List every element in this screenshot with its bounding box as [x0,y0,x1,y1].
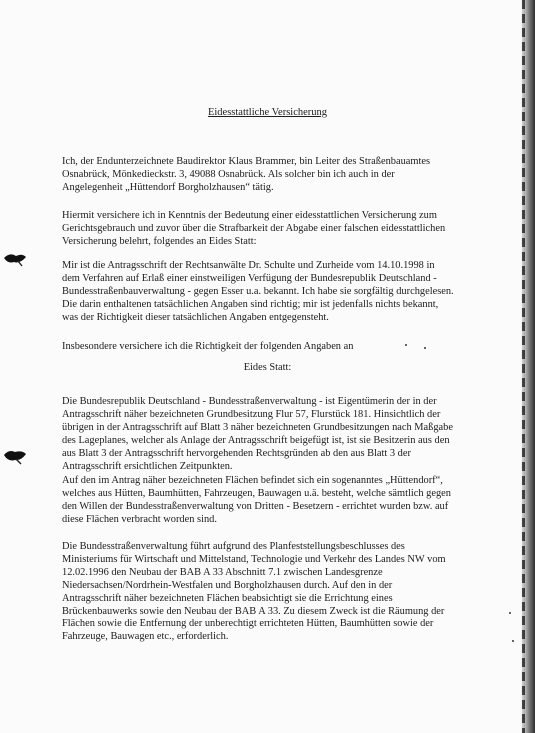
scan-speck [512,640,514,642]
application-line: Die darin enthaltenen tatsächlichen Angaben sind richtig; mir ist jedenfalls nichts bekannt, [62,298,439,310]
ownership-line: Antragsschrift ersichtlichen Zeitpunkten. [62,460,233,472]
assurance-line: Gerichtsgebrauch und zuvor über die Strafbarkeit der Abgabe einer falschen eidesstattlichen [62,222,446,234]
ownership-line: übrigen in der Antragsschrift auf Blatt 3 näher bezeichneten Grundbesitzungen nach Maßgabe [62,421,453,433]
intro-line: Ich, der Endunterzeichnete Baudirektor Klaus Brammer, bin Leiter des Straßenbauamtes [62,156,431,167]
ownership-line: Antragsschrift näher bezeichneten Grundbesitzung Flur 57, Flurstück 181. Hinsichtlich der [62,408,441,420]
huttendorf-line: welches aus Hütten, Baumhütten, Fahrzeugen, Bauwagen u.ä. besteht, welche sämtlich gegen [62,487,451,499]
intro-line: Osnabrück, Mönkedieckstr. 3, 49088 Osnabrück. Als solcher bin ich auch in der [62,168,395,180]
application-paragraph [62,260,475,325]
particular-line: Insbesondere versichere ich die Richtigkeit der folgenden Angaben an [62,341,354,352]
punch-hole-icon [2,446,28,466]
construction-line: Brückenbauwerks sowie den Neubau der BAB A 33. Zu diesem Zweck ist die Räumung der [62,605,445,617]
huttendorf-line: Auf den im Antrag näher bezeichneten Flächen befindet sich ein sogenanntes „Hüttendorf“, [62,475,443,486]
huttendorf-paragraph [62,475,475,527]
particular-paragraph [62,341,475,354]
construction-line: Fahrzeuge, Bauwagen etc., erforderlich. [62,631,229,643]
assurance-paragraph [62,210,475,249]
document-title: Eidesstattliche Versicherung [207,107,328,118]
scan-speck [424,347,426,349]
scan-speck [509,612,511,614]
ownership-line: des Lageplanes, welcher als Anlage der Antragsschrift beigefügt ist, ist sie Besitzerin aus den [62,434,450,446]
punch-hole-icon [2,248,28,268]
assurance-line: Hiermit versichere ich in Kenntnis der Bedeutung einer eidesstattlichen Versicherung zum [62,210,437,221]
scan-shadow-edge [522,0,525,733]
ownership-paragraph [62,396,475,473]
application-line: dem Verfahren auf Erlaß einer einstweiligen Verfügung der Bundesrepublik Deutschland - [62,272,437,284]
construction-line: Antragsschrift näher bezeichneten Flächen beabsichtigt sie die Errichtung eines [62,592,393,604]
intro-line: Angelegenheit „Hüttendorf Borgholzhausen“ tätig. [62,181,274,193]
construction-line: Niedersachsen/Nordrhein-Westfalen und Borgholzhausen durch. Auf den in der [62,579,393,591]
application-line: Mir ist die Antragsschrift der Rechtsanwälte Dr. Schulte und Zurheide vom 14.10.1998 in [62,260,435,271]
construction-line: 12.02.1996 den Neubau der BAB A 33 Abschnitt 7.1 zwischen Landesgrenze [62,566,383,578]
huttendorf-line: den Willen der Bundesstraßenverwaltung von Dritten - Besetzern - errichtet wurden bzw. auf [62,500,449,512]
application-line: Bundesstraßenbauverwaltung - gegen Esser u.a. bekannt. Ich habe sie sorgfältig durchgelesen. [62,285,454,297]
construction-line: Flächen sowie die Entfernung der unberechtigt errichteten Hütten, Baumhütten sowie der [62,618,434,630]
ownership-line: aus Blatt 3 der Antragsschrift hervorgehenden Rechtsgründen ab den aus Blatt 3 der [62,447,411,459]
huttendorf-line: diese Flächen verbracht worden sind. [62,513,217,525]
construction-line: Ministeriums für Wirtschaft und Mittelstand, Technologie und Verkehr des Landes NW vom [62,553,446,565]
assurance-line: Versicherung belehrt, folgendes an Eides Statt: [62,235,257,247]
intro-paragraph [62,156,475,195]
construction-line: Die Bundesstraßenverwaltung führt aufgrund des Planfeststellungsbeschlusses des [62,541,405,552]
scan-speck [405,344,407,346]
eides-statt-heading: Eides Statt: [243,362,292,373]
ownership-line: Die Bundesrepublik Deutschland - Bundesstraßenverwaltung - ist Eigentümerin der in der [62,396,437,407]
construction-paragraph [62,541,475,644]
application-line: was der Richtigkeit dieser tatsächlichen Angaben entgegensteht. [62,311,329,323]
